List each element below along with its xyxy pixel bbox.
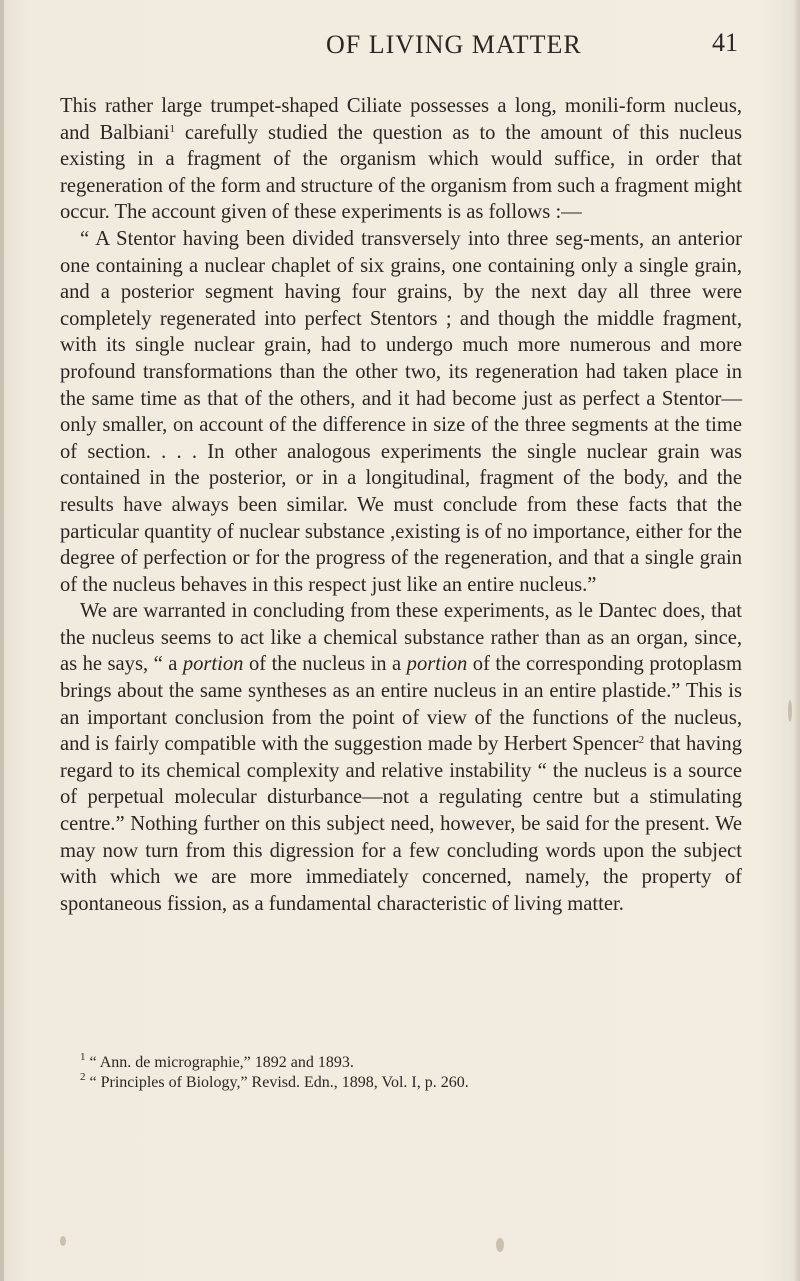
page-right-edge xyxy=(794,0,800,1281)
running-title: OF LIVING MATTER xyxy=(326,30,582,59)
paragraph-3-emphasis-1: portion xyxy=(182,653,244,676)
paragraph-3-text-a: We are warranted in concluding from these experiments, as le Dantec does, that the nucleus seems to act like a chemical substance rather than as an organ, since, as he says, “ a xyxy=(60,600,742,676)
footnote-2 xyxy=(60,1073,742,1093)
footnote-1-text: “ Ann. de micrographie,” 1892 and 1893. xyxy=(85,1054,354,1071)
page-number: 41 xyxy=(712,28,738,57)
paper-spot xyxy=(496,1238,504,1252)
footnote-2-marker: 2 xyxy=(80,1071,86,1083)
page-left-edge xyxy=(0,0,4,1281)
footnote-2-text: “ Principles of Biology,” Revisd. Edn., 1898, Vol. I, p. 260. xyxy=(85,1074,469,1091)
footnote-1-marker: 1 xyxy=(80,1051,86,1063)
paragraph-1 xyxy=(60,93,742,226)
paragraph-3-text-c: of the corresponding protoplasm brings about the same syntheses as an entire nucleus in an entire plastide.” This is an important conclusion from the point of view of the functions of the nucleus, and is fairly compatible with the suggestion made by Herbert Spencer xyxy=(60,653,742,756)
body-text xyxy=(60,93,742,917)
paragraph-1-text-b: carefully studied the question as to the amount of this nucleus existing in a fragment of the organism which would suffice, in order that regeneration of the form and structure of the organism from such a fragment might occur. The account given of these experiments is as follows :— xyxy=(60,121,742,224)
paragraph-3-text-b: of the nucleus in a xyxy=(243,653,407,676)
paragraph-2-quote: “ A Stentor having been divided transversely into three seg-ments, an anterior one containing a nuclear chaplet of six grains, one containing only a single grain, and a posterior segment having four grains, by the next day all three were completely regenerated into perfect Stentors ; and though the middle fragment, with its single nuclear grain, had to undergo much more numerous and more profound transformations than the other two, its regeneration had taken place in the same time as that of the others, and it had become just as perfect a Stentor—only smaller, on account of the difference in size of the three segments at the time of section. . . . In other analogous experiments the single nuclear grain was contained in the posterior, or in a longitudinal, fragment of the body, and the results have always been similar. We must conclude from these facts that the particular quantity of nuclear substance ,existing is of no importance, either for the degree of perfection or for the progress of the regeneration, and that a single grain of the nucleus behaves in this respect just like an entire nucleus.” xyxy=(60,227,742,596)
paragraph-3-text-d: that having regard to its chemical complexity and relative instability “ the nucleus is a source of perpetual molecular disturbance—not a regulating centre but a stimulating centre.” Nothing further on this subject need, however, be said for the present. We may now turn from this digression for a few concluding words upon the subject with which we are more immediately concerned, namely, the property of spontaneous fission, as a fundamental characteristic of living matter. xyxy=(60,733,742,915)
paragraph-1-text-a: This rather large trumpet-shaped Ciliate possesses a long, monili-form nucleus, and Balbiani xyxy=(60,95,742,144)
footnote-ref-2: 2 xyxy=(638,734,645,747)
footnote-ref-1: 1 xyxy=(169,122,175,135)
paragraph-3-emphasis-2: portion xyxy=(406,653,468,676)
paragraph-3 xyxy=(60,598,742,917)
paper-spot xyxy=(60,1236,66,1246)
footnotes xyxy=(60,1053,742,1093)
paper-spot xyxy=(788,700,792,722)
footnote-1 xyxy=(60,1053,742,1073)
